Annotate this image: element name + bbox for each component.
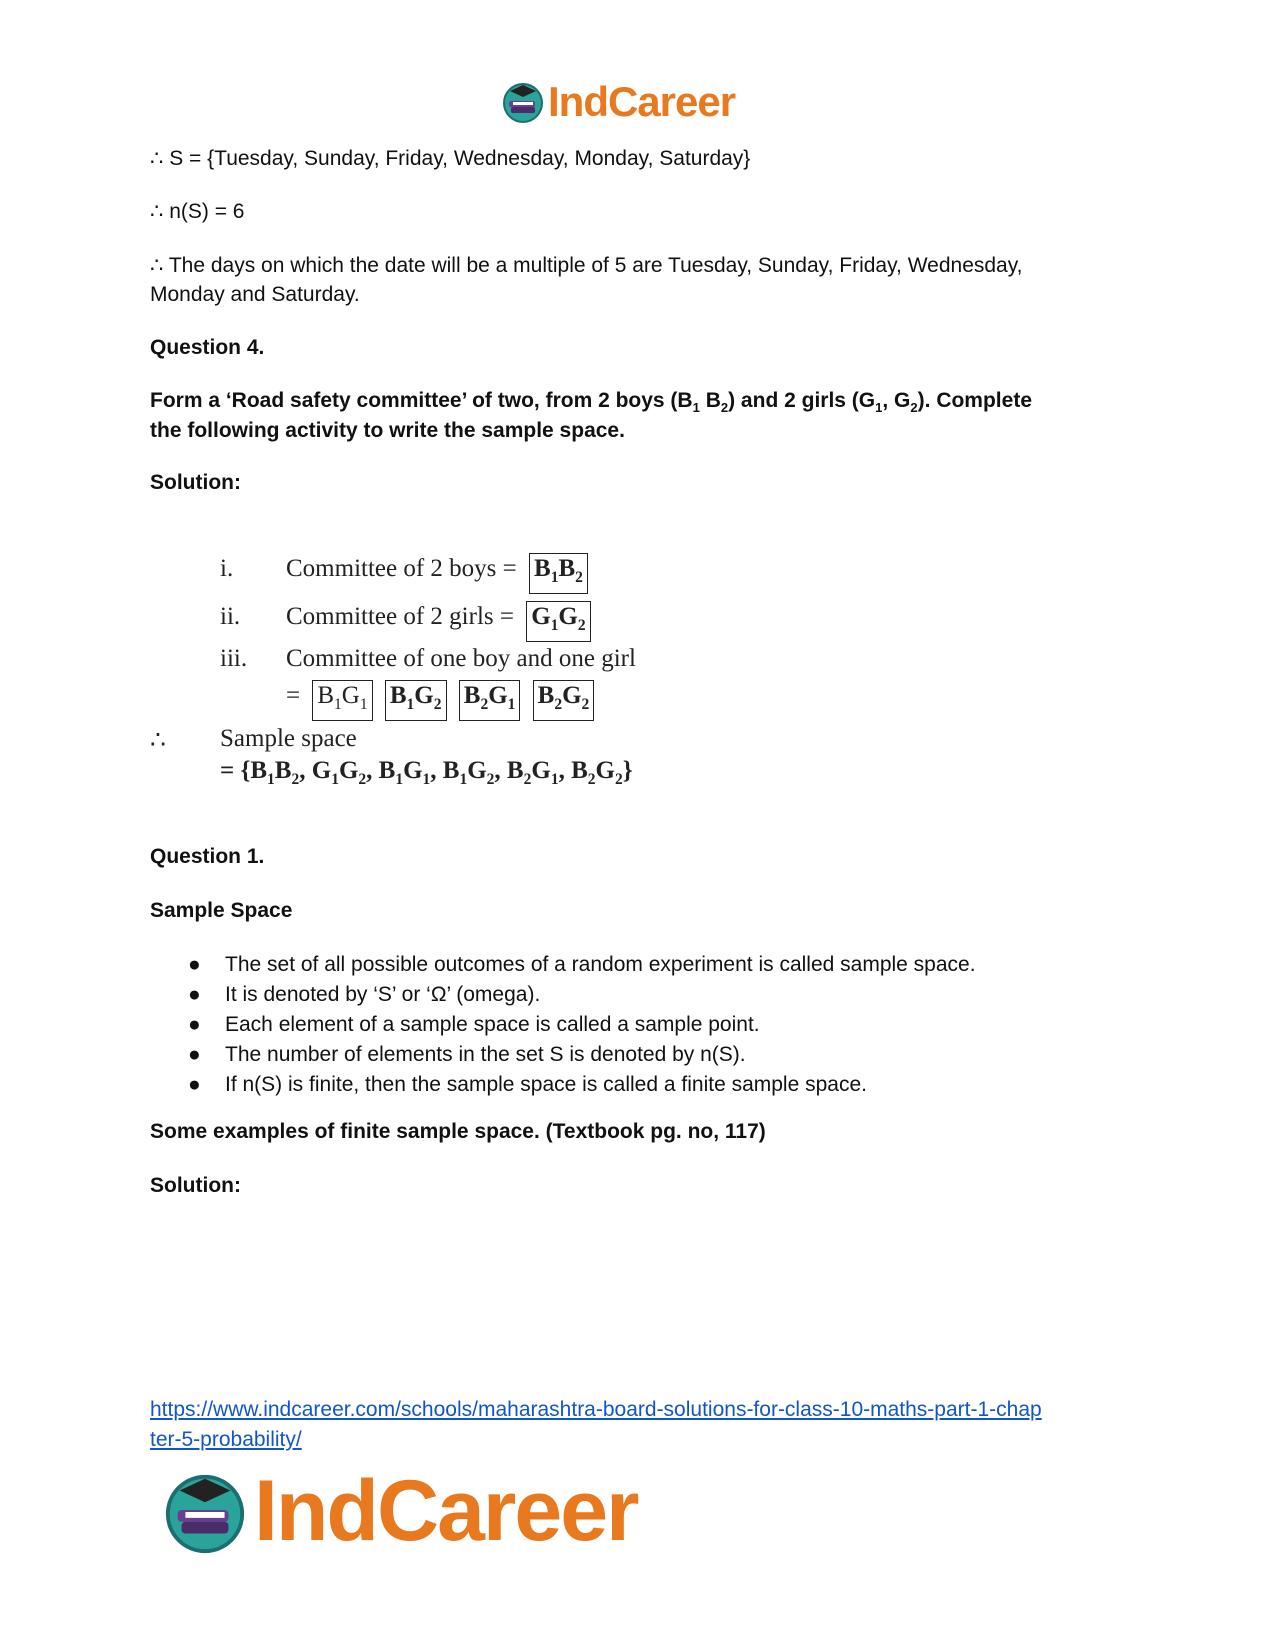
bullet-icon: ● <box>188 953 201 976</box>
list-item <box>150 1010 976 1040</box>
activity-row-ii-content <box>286 601 591 642</box>
bullet-icon: ● <box>188 983 201 1006</box>
sample-space-set: = {$B_1B_2$, $G_1G_2$, $B_1G_1$, $B_1G_2$, $B_2G_1$, $B_2G_2$} <box>220 757 633 788</box>
source-link[interactable] <box>150 1395 1130 1455</box>
q4-sub: 2 <box>720 400 729 416</box>
q4-text-part: B <box>699 389 721 412</box>
indcareer-logo-top <box>500 78 735 126</box>
q4-text-part: ) and 2 girls (G <box>728 389 876 412</box>
list-item-text: It is denoted by ‘S’ or ‘Ω’ (omega). <box>225 983 541 1006</box>
sample-space-heading: Sample Space <box>150 899 293 922</box>
brand-name: IndCareer <box>548 78 736 125</box>
equals-sign: = <box>286 682 301 709</box>
activity-row-i-content <box>286 553 588 594</box>
sample-space-label: Sample space <box>220 725 357 752</box>
answer-box: $G_1G_2$ <box>526 601 590 642</box>
set-open: = { <box>220 757 251 784</box>
source-link-line-2[interactable]: ter-5-probability/ <box>150 1428 302 1451</box>
answer-box: $B_2G_1$ <box>459 680 521 721</box>
question-1-heading: Question 1. <box>150 845 265 868</box>
indcareer-logo-bottom <box>160 1462 638 1561</box>
solution-label: Solution: <box>150 471 241 494</box>
examples-heading: Some examples of finite sample space. (Textbook pg. no, 117) <box>150 1120 766 1143</box>
bullet-icon: ● <box>188 1043 201 1066</box>
committee-boys-label: Committee of 2 boys = <box>286 555 517 582</box>
committee-girls-label: Committee of 2 girls = <box>286 603 514 630</box>
book-globe-icon <box>160 1467 250 1557</box>
question-4-text-line-2: the following activity to write the sample space. <box>150 419 625 442</box>
list-item <box>150 1070 976 1100</box>
activity-row-ii <box>220 603 240 631</box>
definition-list <box>150 950 976 1100</box>
q4-sub: 1 <box>692 400 700 416</box>
list-item-text: The set of all possible outcomes of a random experiment is called sample space. <box>225 953 976 976</box>
answer-box: $B_1G_2$ <box>385 680 447 721</box>
brand-name: IndCareer <box>254 1463 638 1559</box>
activity-row-i <box>220 555 233 583</box>
n-s-line: ∴ n(S) = 6 <box>150 200 245 223</box>
roman-numeral: ii. <box>220 603 241 630</box>
q4-sub: 1 <box>875 400 883 416</box>
roman-numeral: iii. <box>220 645 248 672</box>
activity-image <box>150 545 730 805</box>
activity-row-iii-answers <box>286 680 594 721</box>
activity-row-iii-content <box>286 645 636 673</box>
roman-numeral: i. <box>220 555 234 582</box>
answer-box: $B_1G_1$ <box>312 680 372 721</box>
s-set-line: ∴ S = {Tuesday, Sunday, Friday, Wednesday, Monday, Saturday} <box>150 147 751 170</box>
list-item <box>150 950 976 980</box>
list-item-text: Each element of a sample space is called a sample point. <box>225 1013 760 1036</box>
days-line-2: Monday and Saturday. <box>150 283 360 306</box>
list-item <box>150 980 976 1010</box>
question-4-heading: Question 4. <box>150 336 265 359</box>
q4-sub: 2 <box>910 400 918 416</box>
activity-row-iii <box>220 645 247 673</box>
set-close: } <box>622 757 633 784</box>
q4-text-part: , G <box>882 389 911 412</box>
list-item-text: The number of elements in the set S is denoted by n(S). <box>225 1043 746 1066</box>
source-link-line-1[interactable]: https://www.indcareer.com/schools/maharashtra-board-solutions-for-class-10-maths-part-1-chap <box>150 1398 1042 1421</box>
answer-box: $B_2G_2$ <box>533 680 595 721</box>
solution-label-2: Solution: <box>150 1174 241 1197</box>
answer-box: $B_1B_2$ <box>529 553 588 594</box>
book-globe-icon <box>500 79 546 125</box>
days-line-1: ∴ The days on which the date will be a multiple of 5 are Tuesday, Sunday, Friday, Wednesday, <box>150 254 1023 277</box>
list-item-text: If n(S) is finite, then the sample space is called a finite sample space. <box>225 1073 867 1096</box>
q4-text-part: ). Complete <box>917 389 1032 412</box>
q4-text-part: Form a ‘Road safety committee’ of two, from 2 boys (B <box>150 389 693 412</box>
bullet-icon: ● <box>188 1013 201 1036</box>
therefore-symbol: ∴ <box>150 727 166 754</box>
list-item <box>150 1040 976 1070</box>
bullet-icon: ● <box>188 1073 201 1096</box>
committee-mixed-label: Committee of one boy and one girl <box>286 645 636 672</box>
